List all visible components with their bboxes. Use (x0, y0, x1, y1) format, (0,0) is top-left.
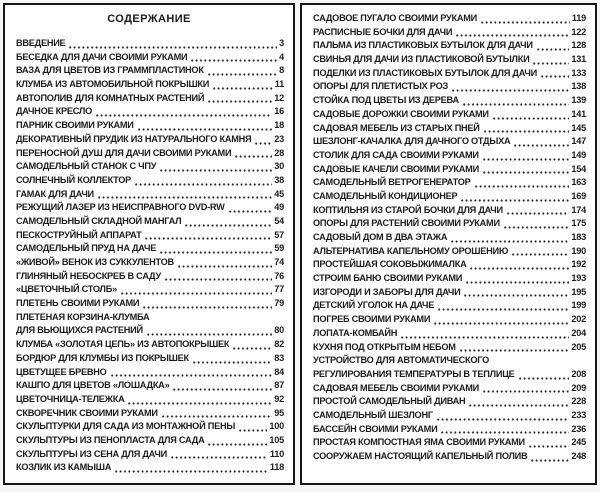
toc-entry-page: 18 (274, 120, 284, 131)
toc-entry-page: 145 (571, 122, 586, 133)
toc-entry (313, 258, 586, 272)
dot-leader (146, 332, 272, 336)
toc-entry (16, 393, 284, 407)
toc-entry-page: 83 (274, 352, 284, 363)
toc-entry (313, 341, 586, 355)
toc-entry-page: 49 (274, 202, 284, 213)
dot-leader (462, 102, 570, 106)
toc-entry (313, 217, 586, 231)
toc-entry (16, 119, 284, 133)
toc-entry-title: СОЛНЕЧНЫЙ КОЛЛЕКТОР (16, 174, 132, 185)
toc-entry (313, 423, 586, 437)
toc-entry-title: КУХНЯ ПОД ОТКРЫТЫМ НЕБОМ (313, 341, 456, 352)
toc-entry-title: РАСПИСНЫЕ БОЧКИ ДЛЯ ДАЧИ (313, 26, 453, 37)
toc-entry-page: 141 (571, 108, 586, 119)
dot-leader (207, 442, 267, 446)
toc-entry (16, 105, 284, 119)
toc-entry (16, 461, 284, 475)
dot-leader (134, 182, 272, 186)
toc-entry-page: 122 (571, 26, 586, 37)
toc-entry-title: САМОДЕЛЬНЫЙ СТАНОК С ЧПУ (16, 161, 157, 172)
toc-entry-page: 118 (269, 462, 284, 473)
toc-entry-page: 233 (571, 409, 586, 420)
toc-entry-page: 12 (274, 92, 284, 103)
dot-leader (212, 86, 273, 90)
toc-entry (313, 163, 586, 177)
dot-leader (97, 195, 272, 199)
toc-entry-page: 11 (274, 79, 284, 90)
toc-entry (16, 188, 284, 202)
toc-entry-title: САДОВЫЕ КАЧЕЛИ СВОИМИ РУКАМИ (313, 163, 479, 174)
toc-entry-title: ПОДЕЛКИ ИЗ ПЛАСТИКОВЫХ БУТЫЛОК ДЛЯ ДАЧИ (313, 67, 537, 78)
toc-entry-title: САДОВОЕ ПУГАЛО СВОИМИ РУКАМИ (313, 13, 477, 23)
toc-entry-title: КАШПО ДЛЯ ЦВЕТОВ «ЛОШАДКА» (16, 380, 170, 391)
toc-entry-page: 16 (274, 106, 284, 117)
toc-entry-title: УСТРОЙСТВО ДЛЯ АВТОМАТИЧЕСКОГО (313, 355, 489, 366)
toc-entry-page: 77 (274, 284, 284, 295)
toc-entry (313, 409, 586, 423)
toc-entry-title: ПЕСКОСТРУЙНЫЙ АППАРАТ (16, 229, 142, 240)
toc-entry-page: 169 (571, 190, 586, 201)
toc-entry (16, 338, 284, 352)
toc-entry (313, 368, 586, 382)
toc-entry-title: САДОВЫЕ ДОРОЖКИ СВОИМИ РУКАМИ (313, 108, 489, 119)
dot-leader (120, 291, 272, 295)
toc-entry-title: САДОВЫЙ ДОМ В ДВА ЭТАЖА (313, 232, 448, 242)
toc-entry-page: 138 (571, 81, 586, 92)
toc-entry-title: СКУЛЬПТУРКИ ДЛЯ САДА ИЗ МОНТАЖНОЙ ПЕНЫ (16, 421, 236, 432)
dot-leader (532, 61, 569, 65)
toc-entry-title: ПРОСТОЙ САМОДЕЛЬНЫЙ ДИВАН (313, 396, 466, 407)
dot-leader (184, 223, 272, 227)
toc-entry-page: 74 (274, 257, 284, 267)
toc-entry-page: 82 (274, 339, 284, 350)
dot-leader (513, 143, 569, 147)
toc-entry (313, 382, 586, 396)
dot-leader (474, 184, 570, 188)
toc-entry-title: СКУЛЬПТУРЫ ИЗ ПЕНОПЛАСТА ДЛЯ САДА (16, 434, 205, 445)
toc-entry-page: 199 (571, 300, 586, 311)
toc-entry-title: КЛУМБА «ЗОЛОТАЯ ЦЕПЬ» ИЗ АВТОПОКРЫШЕК (16, 339, 230, 350)
dot-leader (68, 45, 277, 49)
toc-entry (313, 39, 586, 53)
toc-entry-title: САМОДЕЛЬНЫЙ СКЛАДНОЙ МАНГАЛ (16, 215, 182, 226)
dot-leader (455, 33, 569, 37)
dot-leader (459, 348, 570, 352)
toc-entry-page: 204 (571, 327, 586, 338)
toc-entry (313, 94, 586, 108)
toc-entry-title: ОПОРЫ ДЛЯ РАСТЕНИЙ СВОИМИ РУКАМИ (313, 218, 500, 229)
toc-entry (16, 270, 284, 284)
toc-entry-page: 149 (571, 149, 586, 160)
toc-entry-page: 119 (571, 13, 586, 23)
toc-entry-page: 202 (571, 314, 586, 325)
toc-entry (16, 92, 284, 106)
toc-entry (16, 242, 284, 256)
toc-entry-title: АВТОПОЛИВ ДЛЯ КОМНАТНЫХ РАСТЕНИЙ (16, 92, 205, 103)
toc-entry (16, 311, 284, 325)
dot-leader (437, 307, 569, 311)
dot-leader (506, 211, 570, 215)
toc-page-left (3, 3, 295, 485)
toc-entry (16, 229, 284, 243)
toc-entry (313, 245, 586, 259)
dot-leader (482, 389, 569, 393)
toc-entry (16, 215, 284, 229)
toc-entry (313, 204, 586, 218)
toc-entry-page: 154 (571, 163, 586, 174)
toc-entry-title: БОРДЮР ДЛЯ КЛУМБЫ ИЗ ПОКРЫШЕК (16, 352, 189, 363)
dot-leader (440, 430, 569, 434)
dot-leader (137, 127, 273, 131)
dot-leader (190, 58, 277, 62)
toc-entry-title: СВИНЬЯ ДЛЯ ДАЧИ ИЗ ПЛАСТИКОВОЙ БУТЫЛКИ (313, 54, 530, 65)
dot-leader (238, 428, 267, 432)
dot-leader (254, 141, 272, 145)
toc-entry (313, 80, 586, 94)
dot-leader (463, 293, 569, 297)
toc-entry-title: ПЕРЕНОСНОЙ ДУШ ДЛЯ ДАЧИ СВОИМИ РУКАМИ (16, 147, 232, 158)
dot-leader (436, 417, 570, 421)
dot-leader (228, 209, 273, 213)
toc-entry (16, 256, 284, 270)
toc-entry (313, 190, 586, 204)
toc-entry (16, 434, 284, 448)
toc-entry-title: СТРОИМ БАНЮ СВОИМИ РУКАМИ (313, 273, 463, 284)
toc-entry-page: 195 (571, 286, 586, 297)
toc-entry (16, 133, 284, 147)
dot-leader (164, 277, 272, 281)
toc-entry-page: 23 (274, 133, 284, 144)
dot-leader (503, 225, 570, 229)
toc-entry-page: 163 (571, 177, 586, 188)
toc-entry-page: 174 (571, 204, 586, 215)
toc-entry-title: ВАЗА ДЛЯ ЦВЕТОВ ИЗ ГРАММПЛАСТИНОК (16, 65, 204, 76)
dot-leader (110, 373, 273, 377)
toc-entry (16, 366, 284, 380)
toc-entry (313, 313, 586, 327)
dot-leader (483, 129, 570, 133)
toc-entry (313, 231, 586, 245)
toc-entry (313, 12, 586, 26)
toc-entry (16, 379, 284, 393)
dot-leader (469, 266, 569, 270)
toc-entry (313, 135, 586, 149)
toc-entry-title: БЕСЕДКА ДЛЯ ДАЧИ СВОИМИ РУКАМИ (16, 51, 188, 62)
toc-entry-title: САМОДЕЛЬНЫЙ ШЕЗЛОНГ (313, 409, 433, 420)
dot-leader (482, 157, 570, 161)
dot-leader (170, 455, 268, 459)
dot-leader (161, 414, 273, 418)
dot-leader (511, 252, 569, 256)
dot-leader (172, 387, 272, 391)
toc-entry-page: 205 (571, 341, 586, 352)
toc-entry-title: ПАРНИК СВОИМИ РУКАМИ (16, 120, 134, 131)
toc-entry (16, 283, 284, 297)
dot-leader (207, 72, 277, 76)
toc-entry-title: ДЕКОРАТИВНЫЙ ПРУДИК ИЗ НАТУРАЛЬНОГО КАМНЯ (16, 133, 252, 144)
toc-entry-title: ГАМАК ДЛЯ ДАЧИ (16, 188, 94, 199)
dot-leader (536, 47, 570, 51)
toc-entry (313, 108, 586, 122)
toc-entry (313, 53, 586, 67)
toc-entry-title: СООРУЖАЕМ НАСТОЯЩИЙ КАПЕЛЬНЫЙ ПОЛИВ (313, 451, 528, 461)
dot-leader (144, 236, 272, 240)
toc-entry-page: 80 (274, 325, 284, 336)
dot-leader (540, 74, 569, 78)
dot-leader (518, 376, 570, 380)
toc-entry-page: 79 (274, 298, 284, 309)
dot-leader (95, 113, 272, 117)
toc-entry-page: 38 (274, 174, 284, 185)
toc-entry-title: ПОГРЕБ СВОИМИ РУКАМИ (313, 314, 431, 325)
toc-entry-page: 95 (274, 407, 284, 418)
dot-leader (234, 154, 272, 158)
toc-entry-page: 228 (571, 396, 586, 407)
toc-entry-title: ЦВЕТУЩЕЕ БРЕВНО (16, 366, 107, 377)
toc-entry (16, 174, 284, 188)
toc-entry-page: 175 (571, 218, 586, 229)
toc-entry-page: 193 (571, 273, 586, 284)
toc-entry-title: ДЕТСКИЙ УГОЛОК НА ДАЧЕ (313, 300, 435, 311)
toc-entry (16, 160, 284, 174)
toc-entry-page: 4 (279, 51, 284, 62)
toc-list-right (302, 12, 595, 464)
toc-entry-title: КЛУМБА ИЗ АВТОМОБИЛЬНОЙ ПОКРЫШКИ (16, 79, 210, 90)
toc-entry-page: 59 (274, 243, 284, 254)
toc-entry (16, 78, 284, 92)
dot-leader (207, 99, 272, 103)
toc-entry-page: 84 (274, 366, 284, 377)
page-title: СОДЕРЖАНИЕ (107, 13, 191, 25)
toc-entry-title: РЕЖУЩИЙ ЛАЗЕР ИЗ НЕИСПРАВНОГО DVD-RW (16, 202, 225, 213)
toc-entry-page: 92 (274, 393, 284, 404)
toc-entry-page: 245 (571, 437, 586, 448)
toc-entry-title: СКУЛЬПТУРЫ ИЗ СЕНА ДЛЯ ДАЧИ (16, 448, 167, 459)
toc-entry-title: КОПТИЛЬНЯ ИЗ СТАРОЙ БОЧКИ ДЛЯ ДАЧИ (313, 204, 503, 215)
toc-entry-title: ПЛЕТЕНАЯ КОРЗИНА-КЛУМБА (16, 311, 150, 322)
toc-entry-title: ШЕЗЛОНГ-КАЧАЛКА ДЛЯ ДАЧНОГО ОТДЫХА (313, 136, 511, 147)
dot-leader (433, 321, 569, 325)
toc-entry-title: СТОЙКА ПОД ЦВЕТЫ ИЗ ДЕРЕВА (313, 95, 459, 106)
dot-leader (114, 469, 268, 473)
toc-entry (16, 64, 284, 78)
toc-entry-page: 8 (279, 65, 284, 76)
toc-entry (16, 37, 284, 51)
toc-entry (313, 176, 586, 190)
dot-leader (127, 401, 272, 405)
toc-entry-page: 133 (571, 67, 586, 78)
dot-leader (451, 88, 569, 92)
toc-entry-page: 87 (274, 380, 284, 391)
toc-entry-page: 192 (571, 259, 586, 270)
toc-entry-page: 100 (269, 421, 284, 432)
dot-leader (492, 116, 570, 120)
toc-entry-title: ДЛЯ ВЬЮЩИХСЯ РАСТЕНИЙ (16, 325, 143, 336)
toc-entry-page: 54 (274, 215, 284, 226)
toc-entry-title: САМОДЕЛЬНЫЙ ВЕТРОГЕНЕРАТОР (313, 177, 471, 188)
dot-leader (468, 403, 569, 407)
toc-entry (16, 352, 284, 366)
dot-leader (159, 168, 272, 172)
toc-entry-title: ПРОСТАЯ КОМПОСТНАЯ ЯМА СВОИМИ РУКАМИ (313, 437, 525, 448)
dot-leader (232, 346, 272, 350)
toc-entry-page: 131 (571, 54, 586, 65)
dot-leader (465, 280, 569, 284)
toc-entry-title: САМОДЕЛЬНЫЙ ПРУД НА ДАЧЕ (16, 243, 157, 254)
toc-entry-title: КОЗЛИК ИЗ КАМЫША (16, 462, 112, 473)
toc-entry-page: 105 (269, 434, 284, 445)
toc-entry-title: ДАЧНОЕ КРЕСЛО (16, 106, 93, 117)
dot-leader (460, 198, 569, 202)
dot-leader (480, 20, 570, 24)
toc-entry-page: 45 (274, 188, 284, 199)
toc-entry (313, 286, 586, 300)
dot-leader (400, 335, 569, 339)
toc-entry-title: ВВЕДЕНИЕ (16, 38, 66, 48)
toc-entry-title: САДОВАЯ МЕБЕЛЬ ИЗ СТАРЫХ ПНЕЙ (313, 122, 480, 133)
toc-entry (313, 67, 586, 81)
toc-entry-page: 30 (274, 161, 284, 172)
toc-entry-title: ОПОРЫ ДЛЯ ПЛЕТИСТЫХ РОЗ (313, 81, 448, 92)
toc-entry-page: 110 (269, 448, 284, 459)
toc-entry (16, 297, 284, 311)
toc-entry-title: «ЦВЕТОЧНЫЙ СТОЛБ» (16, 284, 117, 295)
toc-entry (16, 324, 284, 338)
toc-entry (313, 327, 586, 341)
toc-entry-title: САДОВАЯ МЕБЕЛЬ СВОИМИ РУКАМИ (313, 382, 479, 393)
toc-entry (313, 450, 586, 464)
toc-entry (313, 354, 586, 368)
toc-entry (313, 272, 586, 286)
toc-entry-page: 139 (571, 95, 586, 106)
toc-entry-title: «ЖИВОЙ» ВЕНОК ИЗ СУККУЛЕНТОВ (16, 257, 174, 267)
toc-entry (313, 395, 586, 409)
dot-leader (159, 250, 272, 254)
toc-entry-title: ПЛЕТЕНЬ СВОИМИ РУКАМИ (16, 298, 140, 309)
toc-entry (313, 299, 586, 313)
toc-entry (16, 51, 284, 65)
dot-leader (450, 239, 569, 243)
toc-entry (16, 448, 284, 462)
toc-entry (313, 149, 586, 163)
dot-leader (528, 444, 570, 448)
toc-entry-page: 190 (571, 245, 586, 256)
toc-entry-page: 208 (571, 368, 586, 379)
toc-entry-title: ГЛИНЯНЫЙ НЕБОСКРЕБ В САДУ (16, 270, 161, 281)
dot-leader (482, 170, 569, 174)
toc-entry-title: ЛОПАТА-КОМБАЙН (313, 327, 398, 338)
toc-entry-page: 209 (571, 382, 586, 393)
toc-entry-page: 76 (274, 270, 284, 281)
toc-entry-page: 3 (279, 38, 284, 48)
toc-entry-title: БАССЕЙН СВОИМИ РУКАМИ (313, 423, 438, 434)
dot-leader (192, 360, 272, 364)
toc-entry-page: 57 (274, 229, 284, 240)
toc-entry-title: ИЗГОРОДИ И ЗАБОРЫ ДЛЯ ДАЧИ (313, 286, 461, 297)
toc-page-right (300, 3, 597, 485)
toc-entry (313, 436, 586, 450)
toc-entry-title: САМОДЕЛЬНЫЙ КОНДИЦИОНЕР (313, 190, 458, 201)
toc-entry (16, 420, 284, 434)
toc-entry-title: РЕГУЛИРОВАНИЯ ТЕМПЕРАТУРЫ В ТЕПЛИЦЕ (313, 368, 515, 379)
toc-entry (313, 122, 586, 136)
toc-entry (16, 201, 284, 215)
toc-entry-title: СКВОРЕЧНИК СВОИМИ РУКАМИ (16, 407, 158, 418)
toc-entry-page: 248 (571, 451, 586, 461)
toc-entry-page: 236 (571, 423, 586, 434)
toc-entry-title: ПАЛЬМА ИЗ ПЛАСТИКОВЫХ БУТЫЛОК ДЛЯ ДАЧИ (313, 40, 533, 51)
toc-entry (313, 26, 586, 40)
toc-entry (16, 407, 284, 421)
toc-list-left (5, 37, 293, 475)
toc-entry-page: 147 (571, 136, 586, 147)
toc-entry-page: 183 (571, 232, 586, 242)
dot-leader (142, 305, 272, 309)
toc-entry-title: СТОЛИК ДЛЯ САДА СВОИМИ РУКАМИ (313, 149, 479, 160)
toc-entry-title: ЦВЕТОЧНИЦА-ТЕЛЕЖКА (16, 393, 125, 404)
toc-entry-title: АЛЬТЕРНАТИВА КАПЕЛЬНОМУ ОРОШЕНИЮ (313, 245, 509, 256)
dot-leader (177, 264, 272, 268)
toc-entry-page: 128 (571, 40, 586, 51)
dot-leader (530, 458, 569, 462)
toc-entry-page: 28 (274, 147, 284, 158)
toc-entry (16, 147, 284, 161)
toc-entry-title: ПРОСТЕЙШАЯ СОКОВЫЖИМАЛКА (313, 259, 467, 270)
